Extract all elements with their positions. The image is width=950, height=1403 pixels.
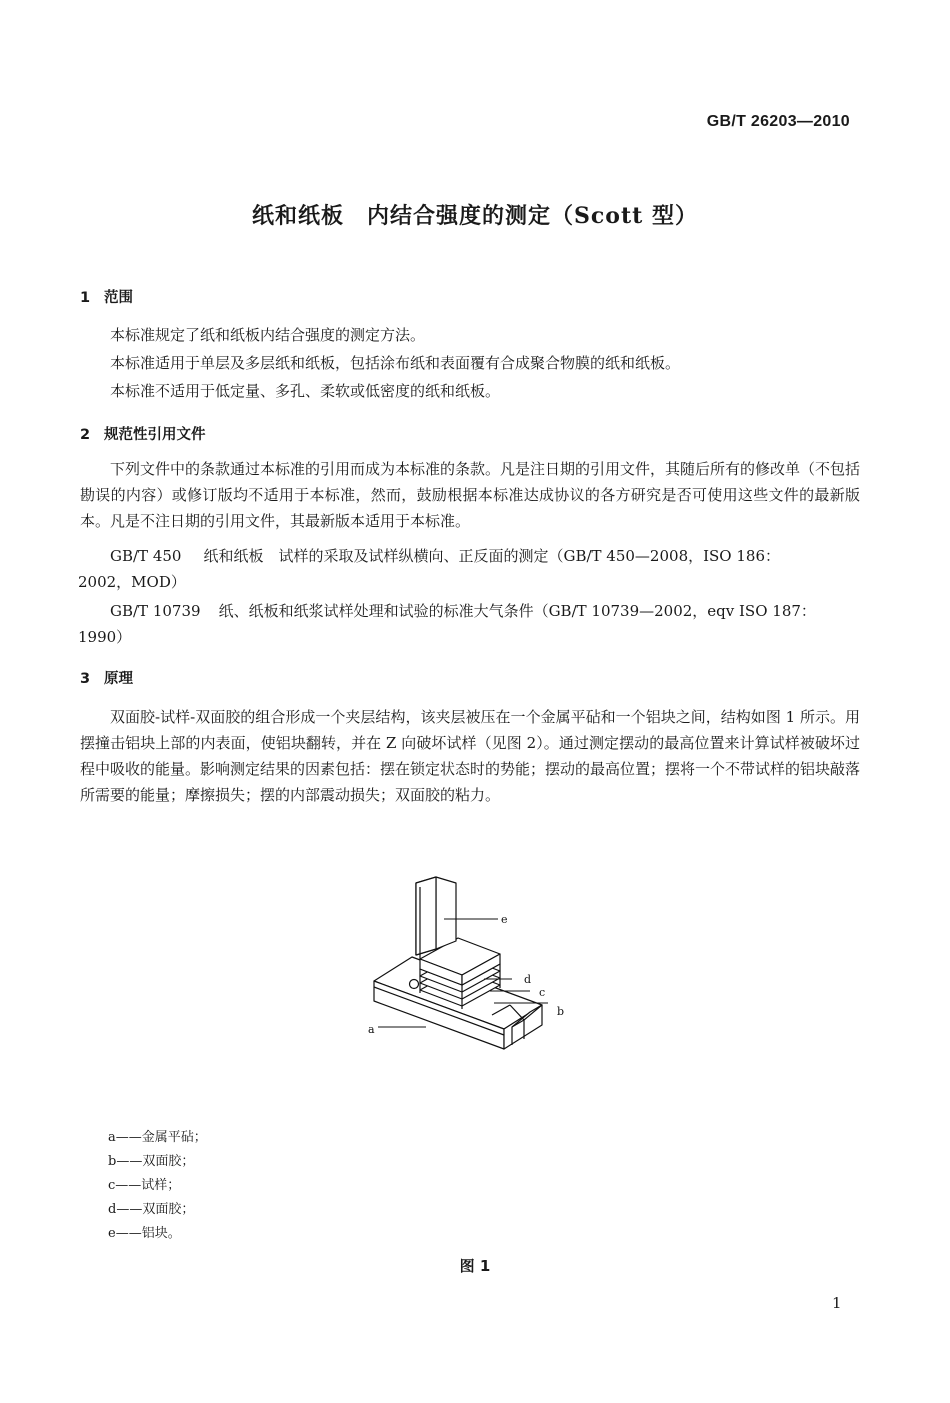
reference-item-2 [110,600,816,621]
figure-caption: 图 1 [459,1257,491,1275]
reference-item-1-continuation: 2002，MOD） [78,573,186,591]
figure-label-b: b [557,1005,565,1018]
scope-line-1: 本标准规定了纸和纸板内结合强度的测定方法。 [110,326,426,344]
figure-label-a: a [368,1023,375,1036]
reference-title: 纸和纸板 试样的采取及试样纵横向、正反面的测定（GB/T 450—2008，ISO 186： [203,547,781,565]
standard-number: GB/T 26203—2010 [706,113,850,130]
figure-label-d: d [524,973,532,986]
reference-item-2-continuation: 1990） [78,628,132,646]
section-title: 原理 [104,671,133,687]
scope-line-3: 本标准不适用于低定量、多孔、柔软或低密度的纸和纸板。 [110,382,501,400]
legend-item-b: b——双面胶； [108,1154,195,1169]
figure-label-c: c [539,986,546,999]
section-number: 3 [80,671,91,687]
normative-references-paragraph: 下列文件中的条款通过本标准的引用而成为本标准的条款。凡是注日期的引用文件，其随后所有的修改单（不包括勘误的内容）或修订版均不适用于本标准，然而，鼓励根据本标准达成协议的各方研究是否可使用这些文件的最新版本。凡是不注日期的引用文件，其最新版本适用于本标准。 [80,460,861,530]
section-number: 2 [80,427,91,443]
legend-item-c: c——试样； [108,1178,181,1193]
figure-label-e: e [501,913,508,926]
legend-item-e: e——铝块。 [108,1226,181,1241]
section-number: 1 [80,290,91,306]
principle-paragraph: 双面胶-试样-双面胶的组合形成一个夹层结构，该夹层被压在一个金属平砧和一个铝块之间，结构如图 1 所示。用摆撞击铝块上部的内表面，使铝块翻转，并在 Z 向破坏试样（见图 2）。通过测定摆动的最高位置来计算试样被破坏过程中吸收的能量。影响测定结果的因素包括：摆在锁定状态时的势能；摆动的最高位置；摆将一个不带试样的铝块敲落所需要的能量；摩擦损失；摆的内部震动损失；双面胶的粘力。 [80,708,861,804]
page-number: 1 [832,1294,842,1312]
document-title: 纸和纸板 内结合强度的测定（Scott 型） [252,203,698,229]
legend-item-d: d——双面胶； [108,1202,195,1217]
reference-item-1 [110,545,780,566]
aluminium-block [416,877,500,985]
section-1-heading [80,286,133,307]
figure-legend [108,1126,207,1246]
reference-code: GB/T 10739 [110,602,201,620]
section-title: 范围 [104,290,133,306]
reference-title: 纸、纸板和纸浆试样处理和试验的标准大气条件（GB/T 10739—2002，eqv ISO 187： [218,602,816,620]
figure-1-diagram [360,875,570,1090]
section-3-heading [80,667,133,688]
section-2-heading [80,423,206,444]
section-title: 规范性引用文件 [104,427,206,443]
reference-code: GB/T 450 [110,547,182,565]
legend-item-a: a——金属平砧； [108,1130,207,1145]
scope-line-2: 本标准适用于单层及多层纸和纸板，包括涂布纸和表面覆有合成聚合物膜的纸和纸板。 [110,354,681,372]
